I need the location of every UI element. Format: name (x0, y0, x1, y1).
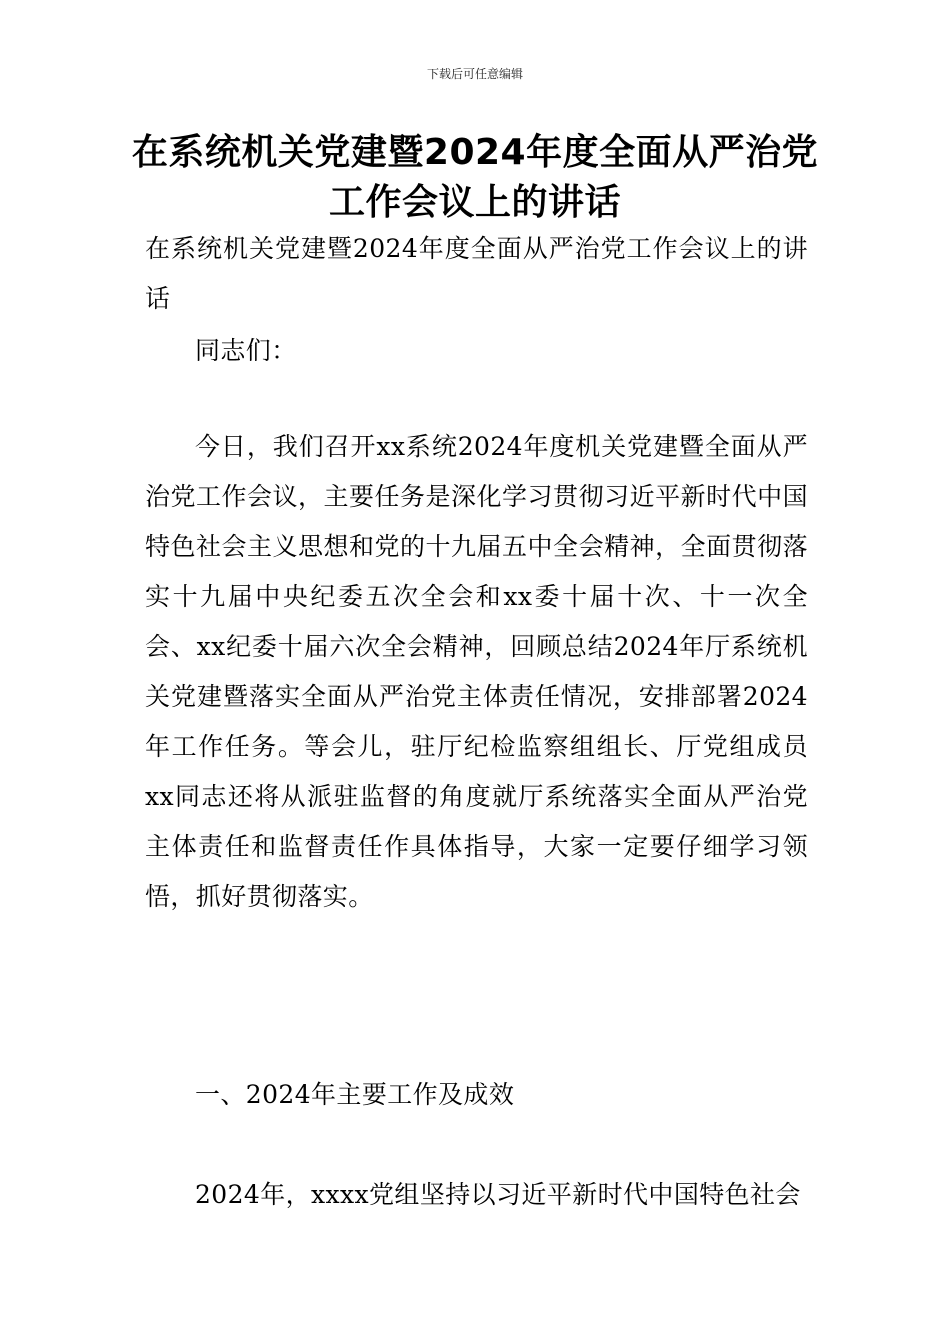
header-note: 下载后可任意编辑 (426, 67, 523, 81)
document-subtitle: 在系统机关党建暨2024年度全面从严治党工作会议上的讲话 (145, 234, 808, 313)
paragraph-opening: 今日，我们召开xx系统2024年度机关党建暨全面从严治党工作会议，主要任务是深化学习贯彻习近平新时代中国特色社会主义思想和党的十九届五中全会精神，全面贯彻落实十九届中央纪委五次全会和xx委十届十次、十一次全会、xx纪委十届六次全会精神，回顾总结2024年厅系统机关党建暨落实全面从严治党主体责任情况，安排部署2024年工作任务。等会儿，驻厅纪检监察组组长、厅党组成员xx同志还将从派驻监督的角度就厅系统落实全面从严治党主体责任和监督责任作具体指导，大家一定要仔细学习领悟，抓好贯彻落实。 (145, 432, 808, 911)
document-title: 在系统机关党建暨2024年度全面从严治党工作会议上的讲话 (131, 132, 819, 223)
greeting: 同志们： (195, 336, 297, 365)
section-heading: 一、2024年主要工作及成效 (195, 1080, 515, 1109)
paragraph-section-one: 2024年，xxxx党组坚持以习近平新时代中国特色社会 (195, 1180, 801, 1209)
